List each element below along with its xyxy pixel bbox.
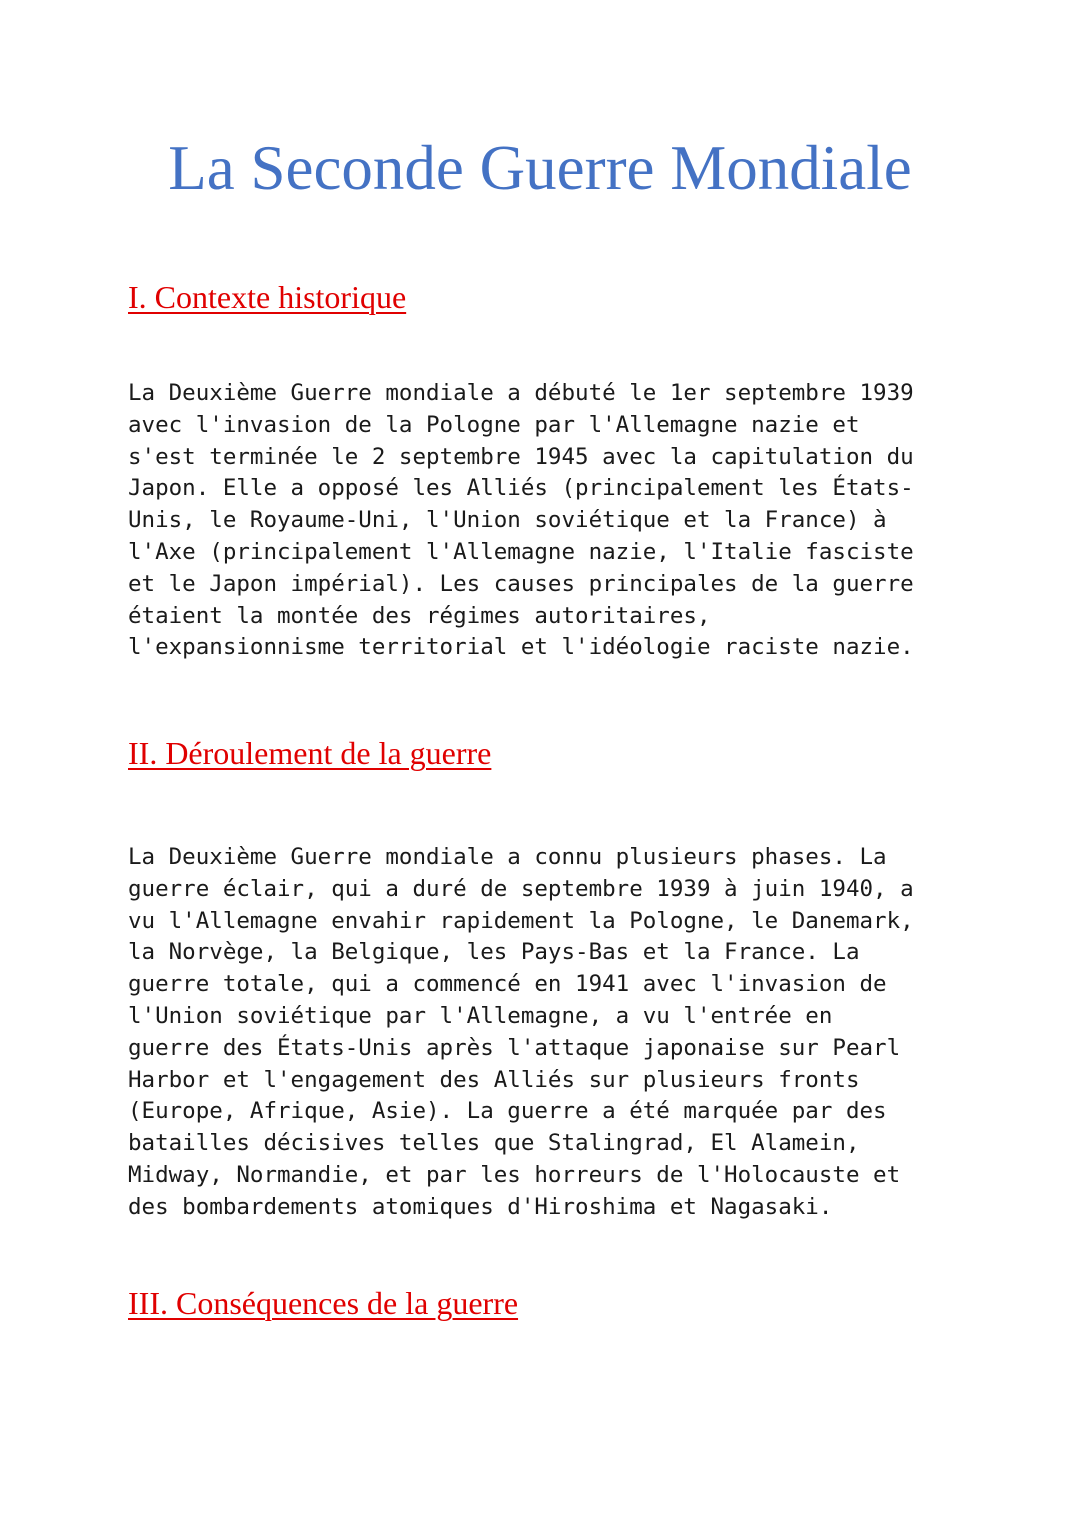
paragraph-line: Unis, le Royaume-Uni, l'Union soviétique et la France) à bbox=[128, 507, 887, 534]
section-heading-contexte: I. Contexte historique bbox=[128, 279, 407, 315]
section-heading-deroulement: II. Déroulement de la guerre bbox=[128, 735, 492, 771]
section-paragraph-contexte bbox=[128, 378, 948, 664]
paragraph-line: étaient la montée des régimes autoritaires, bbox=[128, 602, 711, 629]
paragraph-line: La Deuxième Guerre mondiale a débuté le 1er septembre 1939 bbox=[128, 380, 914, 406]
paragraph-line: Japon. Elle a opposé les Alliés (principalement les États- bbox=[128, 475, 914, 502]
paragraph-line: Harbor et l'engagement des Alliés sur plusieurs fronts bbox=[128, 1066, 860, 1093]
paragraph-line: des bombardements atomiques d'Hiroshima et Nagasaki. bbox=[128, 1193, 833, 1220]
paragraph-line: batailles décisives telles que Stalingrad, El Alamein, bbox=[128, 1130, 860, 1157]
section-paragraph-deroulement bbox=[128, 842, 948, 1224]
paragraph-line: avec l'invasion de la Pologne par l'Allemagne nazie et bbox=[128, 411, 860, 438]
paragraph-line: guerre des États-Unis après l'attaque japonaise sur Pearl bbox=[128, 1034, 901, 1061]
paragraph-line: l'Union soviétique par l'Allemagne, a vu l'entrée en bbox=[128, 1002, 833, 1029]
paragraph-line: la Norvège, la Belgique, les Pays-Bas et la France. La bbox=[128, 939, 860, 966]
paragraph-line: vu l'Allemagne envahir rapidement la Pologne, le Danemark, bbox=[128, 907, 914, 934]
paragraph-line: guerre éclair, qui a duré de septembre 1939 à juin 1940, a bbox=[128, 875, 914, 902]
paragraph-line: Midway, Normandie, et par les horreurs de l'Holocauste et bbox=[128, 1161, 901, 1188]
paragraph-line: La Deuxième Guerre mondiale a connu plusieurs phases. La bbox=[128, 844, 887, 870]
paragraph-line: et le Japon impérial). Les causes principales de la guerre bbox=[128, 570, 914, 597]
document-title: La Seconde Guerre Mondiale bbox=[168, 133, 912, 203]
section-heading-consequences: III. Conséquences de la guerre bbox=[128, 1285, 519, 1321]
paragraph-line: s'est terminée le 2 septembre 1945 avec la capitulation du bbox=[128, 443, 914, 470]
paragraph-line: (Europe, Afrique, Asie). La guerre a été marquée par des bbox=[128, 1098, 887, 1125]
paragraph-line: l'Axe (principalement l'Allemagne nazie, l'Italie fasciste bbox=[128, 538, 914, 565]
paragraph-line: guerre totale, qui a commencé en 1941 avec l'invasion de bbox=[128, 971, 887, 998]
paragraph-line: l'expansionnisme territorial et l'idéologie raciste nazie. bbox=[128, 634, 914, 661]
